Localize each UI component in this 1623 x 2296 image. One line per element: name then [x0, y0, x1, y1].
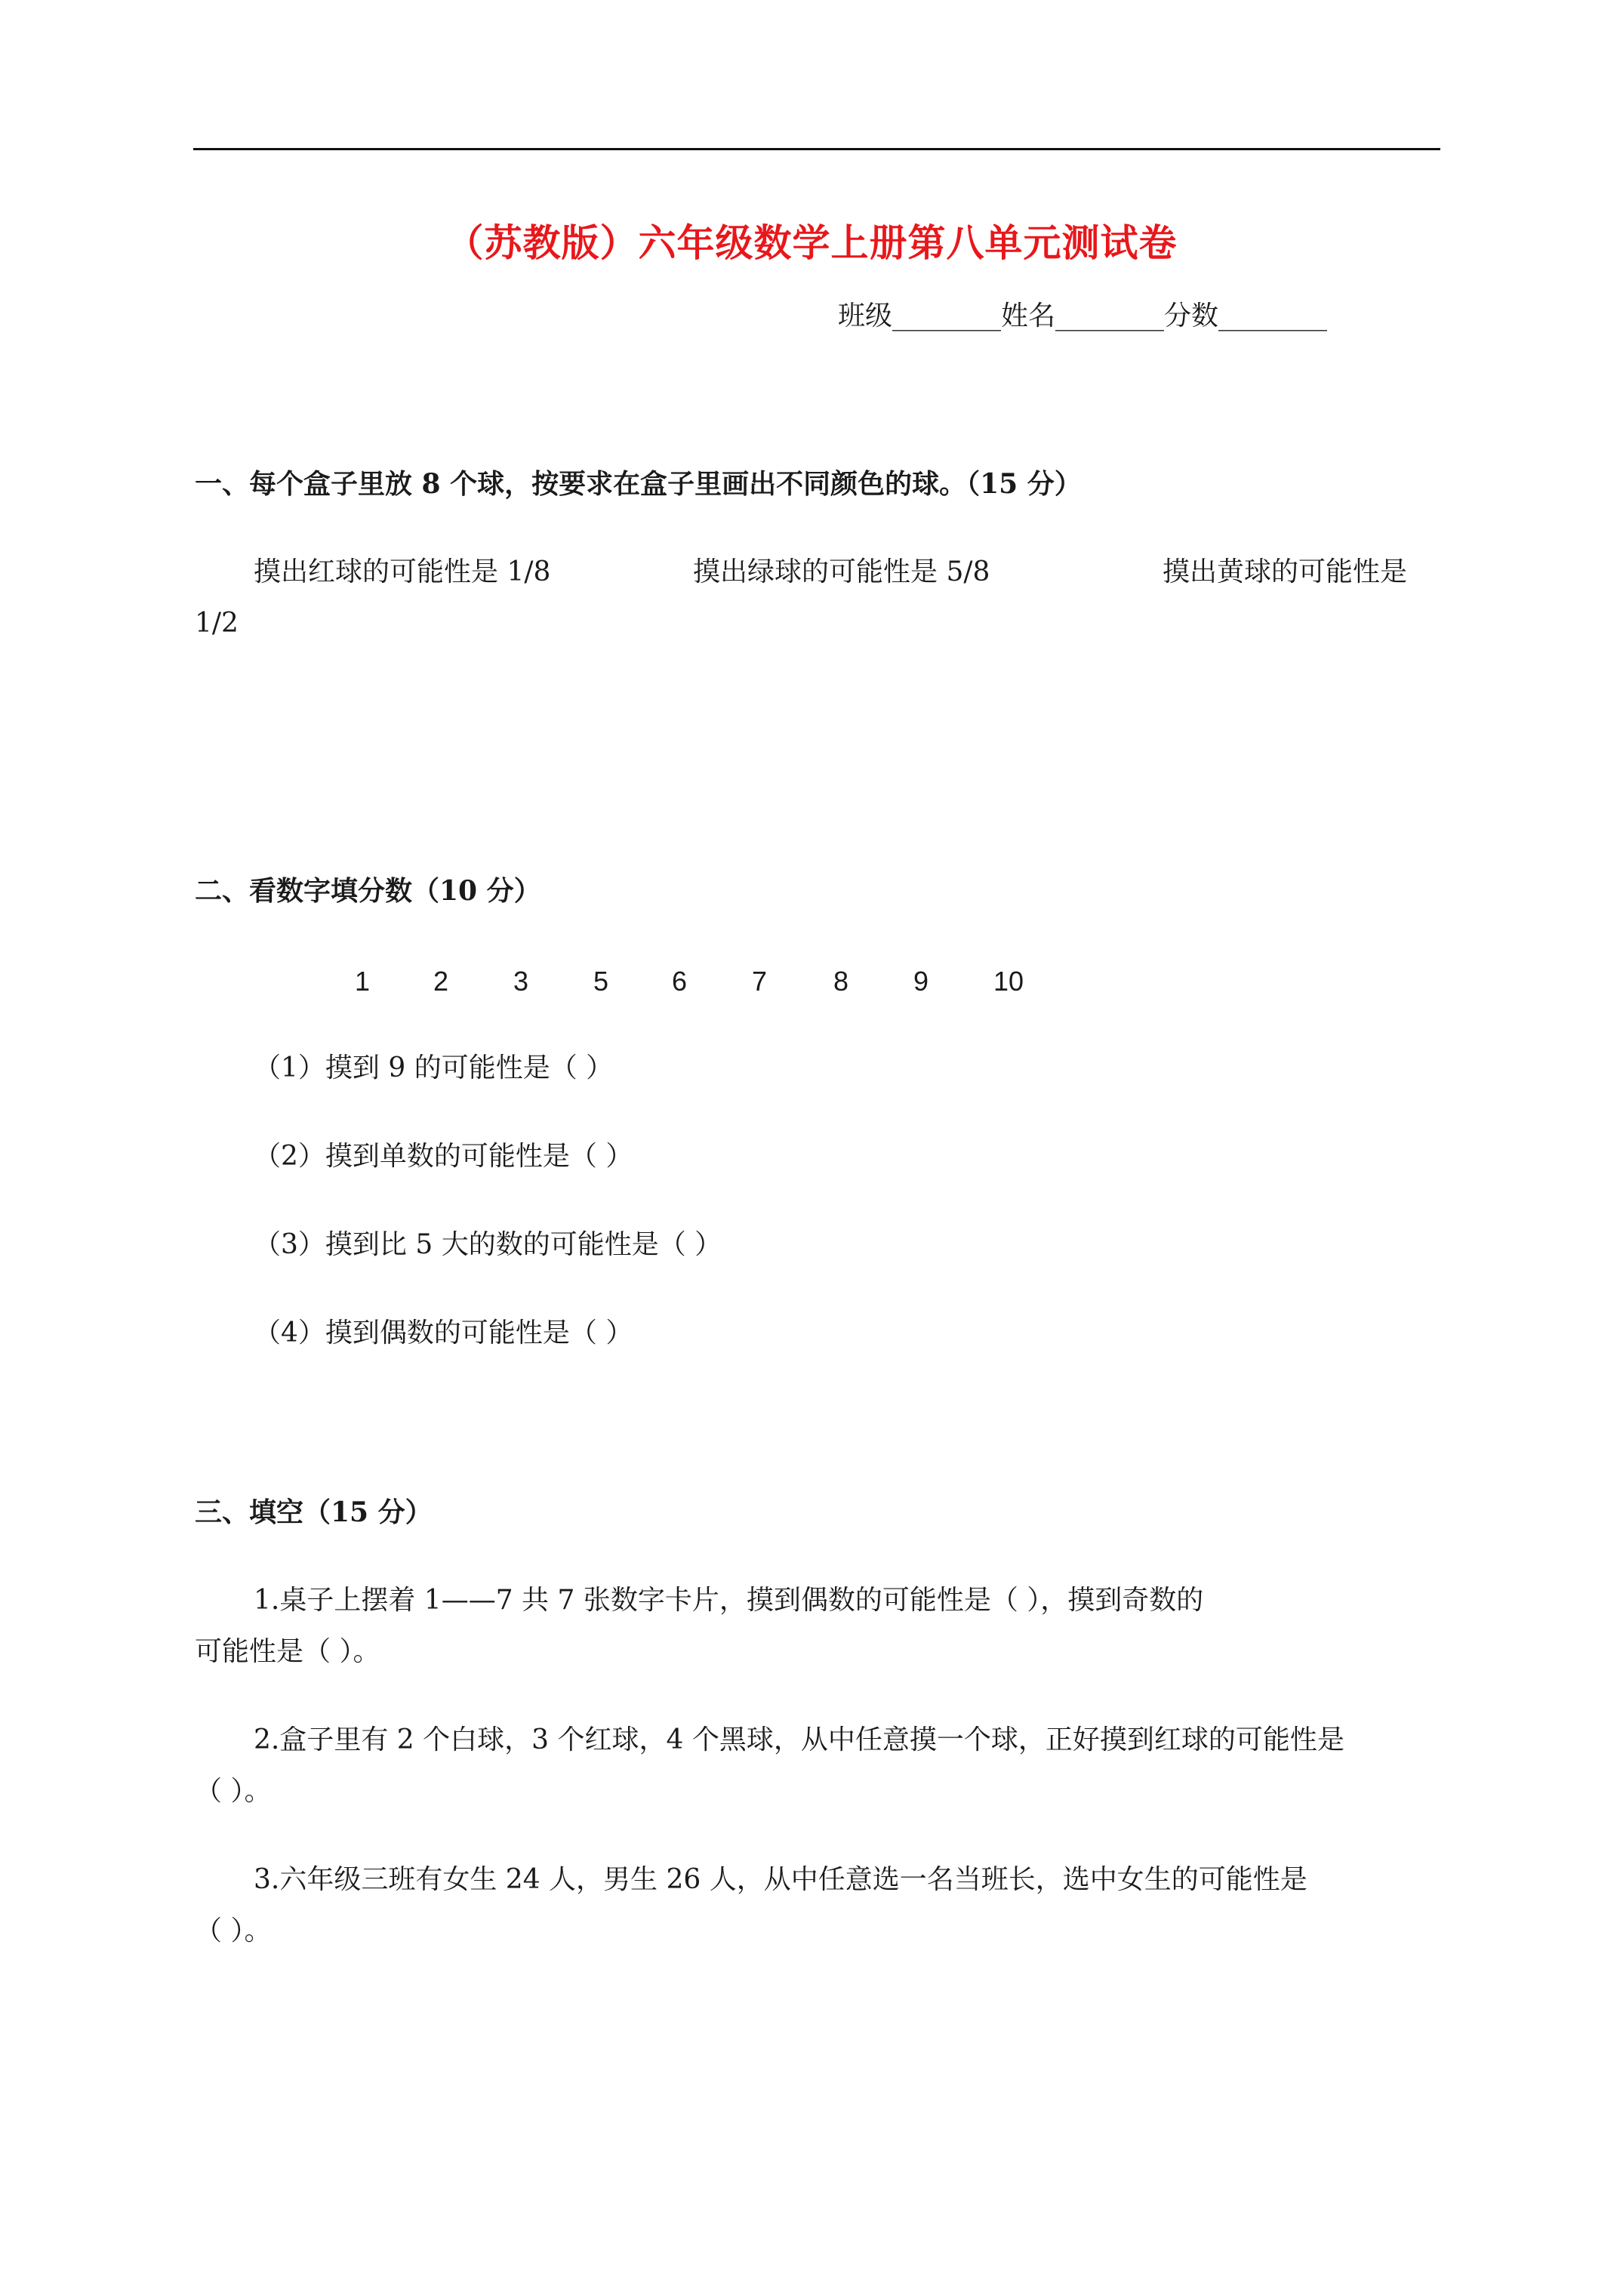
- number-card: 1: [355, 966, 371, 997]
- fill-question-1-line-1: 1.桌子上摆着 1——7 共 7 张数字卡片，摸到偶数的可能性是（ ），摸到奇数的: [254, 1585, 1204, 1616]
- fill-question-1-line-2: 可能性是（ ）。: [195, 1636, 380, 1667]
- question-2-2: （2）摸到单数的可能性是（ ）: [254, 1141, 633, 1172]
- number-card: 2: [433, 966, 449, 997]
- question-2-3: （3）摸到比 5 大的数的可能性是（ ）: [254, 1229, 722, 1260]
- number-card: 10: [993, 966, 1024, 997]
- section-1-heading: 一、每个盒子里放 8 个球，按要求在盒子里画出不同颜色的球。（15 分）: [195, 468, 1082, 500]
- number-card: 6: [672, 966, 688, 997]
- fill-question-3-line-1: 3.六年级三班有女生 24 人，男生 26 人，从中任意选一名当班长，选中女生的可能性是: [254, 1864, 1307, 1895]
- number-card: 5: [593, 966, 609, 997]
- number-card: 3: [513, 966, 529, 997]
- fill-question-3-line-2: （ ）。: [195, 1915, 272, 1946]
- question-2-1: （1）摸到 9 的可能性是（ ）: [254, 1052, 614, 1083]
- question-2-4: （4）摸到偶数的可能性是（ ）: [254, 1318, 633, 1348]
- number-card: 8: [833, 966, 849, 997]
- item-red-ball: 摸出红球的可能性是 1/8: [254, 556, 551, 587]
- fill-question-2-line-2: （ ）。: [195, 1776, 272, 1807]
- page-title: （苏教版）六年级数学上册第八单元测试卷: [445, 220, 1178, 265]
- section-3-heading: 三、填空（15 分）: [195, 1496, 433, 1528]
- item-yellow-ball-continued: 1/2: [195, 608, 239, 639]
- item-yellow-ball: 摸出黄球的可能性是: [1163, 556, 1408, 587]
- item-green-ball: 摸出绿球的可能性是 5/8: [693, 556, 990, 587]
- number-card: 7: [752, 966, 768, 997]
- number-card: 9: [913, 966, 929, 997]
- student-info-line: 班级________姓名________分数________: [838, 300, 1328, 331]
- section-2-heading: 二、看数字填分数（10 分）: [195, 875, 541, 907]
- fill-question-2-line-1: 2.盒子里有 2 个白球，3 个红球，4 个黑球，从中任意摸一个球，正好摸到红球的可能性是: [254, 1724, 1344, 1755]
- header-rule: [193, 148, 1440, 150]
